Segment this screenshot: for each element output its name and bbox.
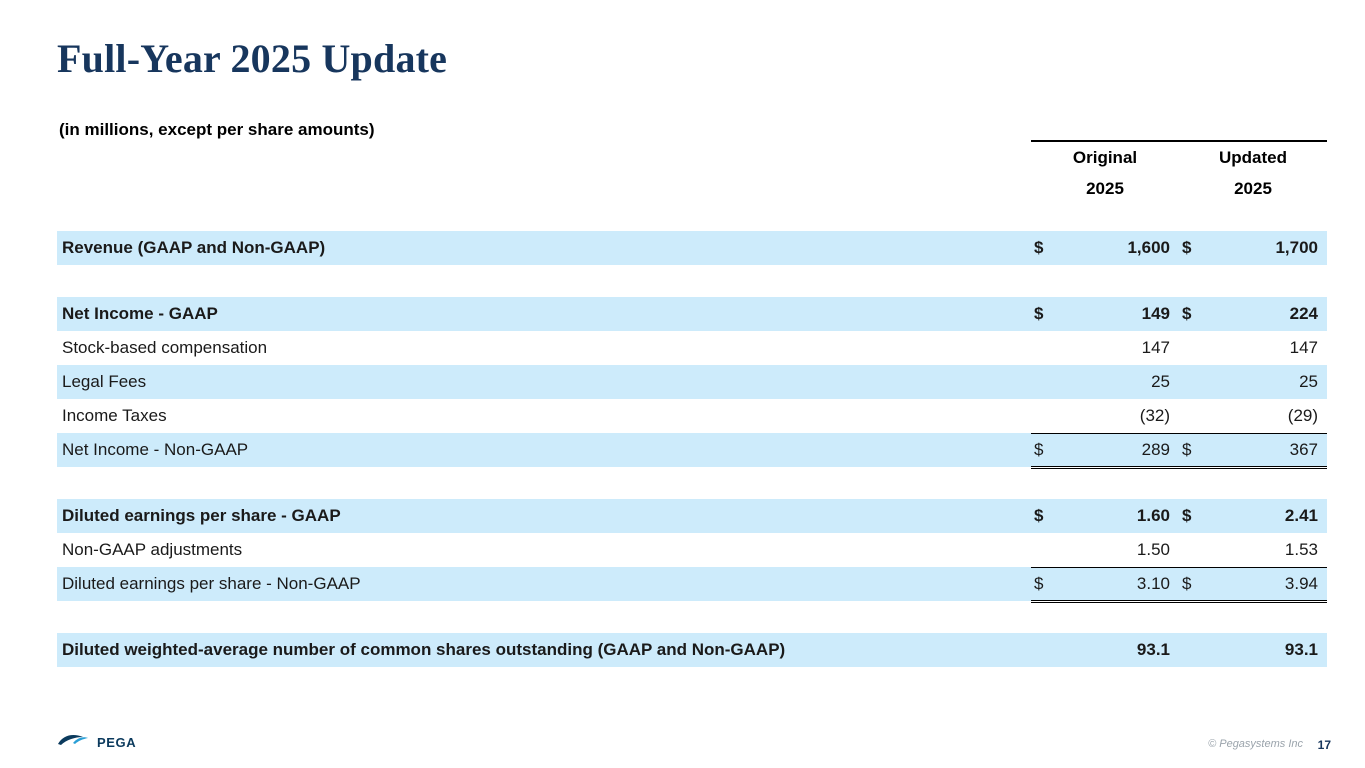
header-blank-cell-2 — [57, 173, 1031, 205]
header-original-year: 2025 — [1086, 179, 1124, 198]
table-row — [57, 533, 1327, 567]
row-value-updated: 1,700 — [1275, 238, 1319, 257]
table-row — [57, 499, 1327, 533]
row-value-updated: 93.1 — [1284, 640, 1319, 659]
row-value-updated: 25 — [1299, 372, 1319, 391]
page-number: 17 — [1317, 738, 1331, 752]
row-value-original: 147 — [1141, 338, 1171, 357]
row-currency-updated — [1179, 365, 1209, 399]
spacer-row — [57, 467, 1327, 499]
table-row-subtotal — [57, 567, 1327, 601]
spacer-row — [57, 205, 1327, 231]
row-currency-original: $ — [1031, 567, 1061, 601]
row-currency-updated: $ — [1179, 567, 1209, 601]
row-currency-updated: $ — [1182, 304, 1192, 323]
row-currency-original: $ — [1034, 304, 1044, 323]
row-value-original: 149 — [1141, 304, 1171, 323]
table-row — [57, 331, 1327, 365]
table-header-row-2 — [57, 173, 1327, 205]
table-row — [57, 399, 1327, 433]
row-value-original: 93.1 — [1136, 640, 1171, 659]
header-updated-year: 2025 — [1234, 179, 1272, 198]
pega-logo-icon — [57, 732, 91, 753]
row-value-original: 1.60 — [1136, 506, 1171, 525]
row-value-original: 25 — [1151, 372, 1171, 391]
row-label: Net Income - Non-GAAP — [62, 440, 249, 459]
row-value-original: 1,600 — [1127, 238, 1171, 257]
row-label: Stock-based compensation — [62, 338, 268, 357]
header-original-label: Original — [1031, 141, 1179, 173]
row-currency-updated: $ — [1182, 506, 1192, 525]
row-currency-updated — [1179, 533, 1209, 567]
row-currency-updated: $ — [1179, 433, 1209, 467]
row-currency-original — [1031, 633, 1061, 667]
row-currency-updated — [1179, 399, 1209, 433]
table-header-row-1 — [57, 141, 1327, 173]
spacer-row — [57, 265, 1327, 297]
table-row — [57, 633, 1327, 667]
row-label: Non-GAAP adjustments — [62, 540, 243, 559]
row-currency-original — [1031, 365, 1061, 399]
row-currency-original — [1031, 399, 1061, 433]
row-value-updated: 1.53 — [1284, 539, 1319, 559]
row-label: Revenue (GAAP and Non-GAAP) — [62, 238, 326, 257]
row-value-original: 3.10 — [1061, 567, 1179, 601]
row-value-updated: 367 — [1209, 433, 1327, 467]
header-updated-label: Updated — [1179, 141, 1327, 173]
table-row-subtotal — [57, 433, 1327, 467]
row-value-updated: 224 — [1289, 304, 1319, 323]
units-note: (in millions, except per share amounts) — [59, 120, 375, 139]
row-label: Net Income - GAAP — [62, 304, 218, 323]
table-row — [57, 365, 1327, 399]
row-value-updated: 2.41 — [1284, 506, 1319, 525]
row-currency-original: $ — [1034, 238, 1044, 257]
row-currency-updated — [1179, 633, 1209, 667]
row-label: Legal Fees — [62, 372, 147, 391]
copyright-text: © Pegasystems Inc — [1208, 738, 1303, 750]
financial-table — [57, 140, 1327, 667]
table-row — [57, 297, 1327, 331]
row-value-original: (32) — [1139, 405, 1171, 425]
row-value-updated: 147 — [1289, 338, 1319, 357]
row-value-original: 1.50 — [1136, 539, 1171, 559]
pega-logo-text: PEGA — [97, 735, 137, 750]
pega-logo — [57, 732, 136, 753]
row-value-original: 289 — [1061, 433, 1179, 467]
row-currency-original: $ — [1031, 433, 1061, 467]
table-row — [57, 231, 1327, 265]
header-blank-cell — [57, 141, 1031, 173]
spacer-row — [57, 601, 1327, 633]
row-label: Diluted earnings per share - Non-GAAP — [62, 574, 361, 593]
row-currency-updated — [1179, 331, 1209, 365]
row-label: Diluted weighted-average number of common shares outstanding (GAAP and Non-GAAP) — [62, 640, 786, 659]
row-currency-original: $ — [1034, 506, 1044, 525]
row-value-updated: (29) — [1287, 405, 1319, 425]
financial-table-wrapper — [57, 140, 1327, 667]
row-value-updated: 3.94 — [1209, 567, 1327, 601]
row-currency-original — [1031, 533, 1061, 567]
page-title: Full-Year 2025 Update — [57, 36, 448, 81]
row-currency-updated: $ — [1182, 238, 1192, 257]
row-currency-original — [1031, 331, 1061, 365]
row-label: Diluted earnings per share - GAAP — [62, 506, 341, 525]
row-label: Income Taxes — [62, 406, 167, 425]
